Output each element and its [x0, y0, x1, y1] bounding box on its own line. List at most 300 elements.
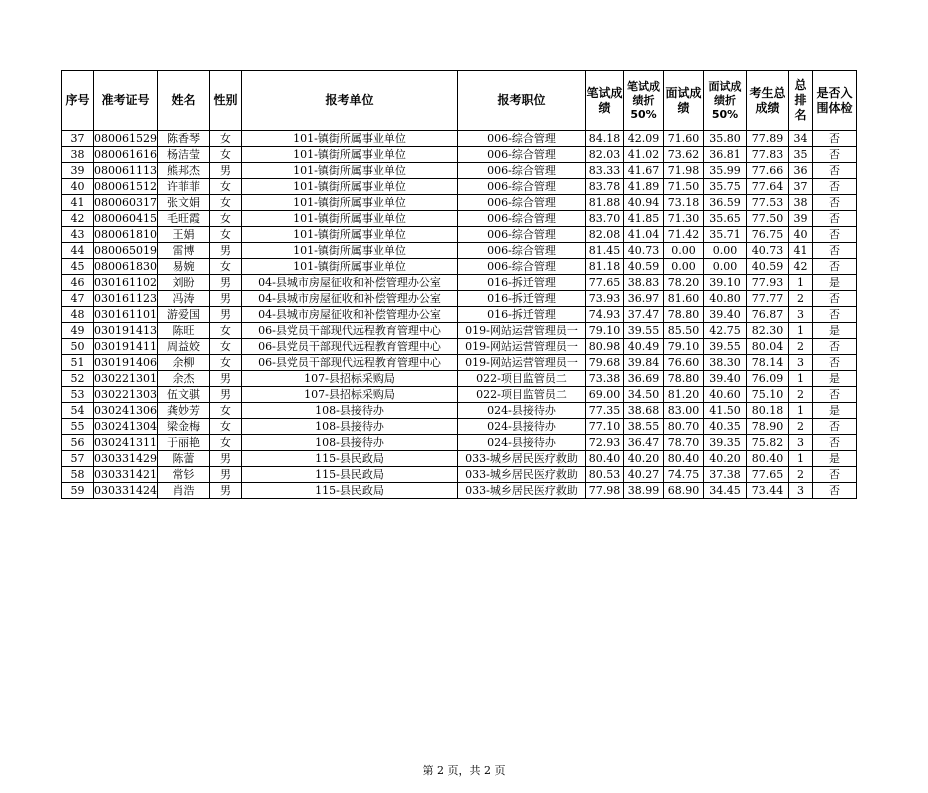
cell-gender: 女 [210, 211, 242, 227]
table-row [62, 387, 857, 403]
header-unit: 报考单位 [242, 71, 458, 131]
header-rank: 总排名 [789, 71, 813, 131]
cell-seq: 59 [62, 483, 94, 499]
cell-interview-50: 0.00 [704, 243, 747, 259]
cell-interview-50: 41.50 [704, 403, 747, 419]
cell-gender: 女 [210, 179, 242, 195]
cell-rank: 37 [789, 179, 813, 195]
cell-interview-score: 76.60 [664, 355, 704, 371]
cell-rank: 35 [789, 147, 813, 163]
cell-position: 016-拆迁管理 [458, 275, 586, 291]
cell-interview-50: 35.99 [704, 163, 747, 179]
table-row [62, 419, 857, 435]
cell-interview-score: 78.80 [664, 307, 704, 323]
cell-written-score: 77.65 [586, 275, 624, 291]
table-row [62, 179, 857, 195]
cell-interview-score: 83.00 [664, 403, 704, 419]
cell-written-score: 77.10 [586, 419, 624, 435]
score-table [61, 70, 857, 499]
cell-written-score: 84.18 [586, 131, 624, 147]
cell-written-score: 81.18 [586, 259, 624, 275]
cell-name: 肖浩 [158, 483, 210, 499]
cell-gender: 女 [210, 259, 242, 275]
table-row [62, 403, 857, 419]
cell-written-score: 79.68 [586, 355, 624, 371]
cell-written-50: 34.50 [624, 387, 664, 403]
cell-position: 016-拆迁管理 [458, 291, 586, 307]
cell-total: 40.59 [747, 259, 789, 275]
cell-written-score: 73.93 [586, 291, 624, 307]
cell-shortlisted: 否 [813, 291, 857, 307]
cell-exam-id: 080061616 [94, 148, 157, 161]
cell-total: 73.44 [747, 483, 789, 499]
cell-shortlisted: 是 [813, 371, 857, 387]
cell-interview-50: 39.55 [704, 339, 747, 355]
cell-rank: 3 [789, 435, 813, 451]
cell-rank: 1 [789, 451, 813, 467]
table-row [62, 243, 857, 259]
cell-gender: 女 [210, 435, 242, 451]
cell-rank: 36 [789, 163, 813, 179]
cell-interview-50: 40.60 [704, 387, 747, 403]
cell-interview-score: 81.60 [664, 291, 704, 307]
cell-total: 77.83 [747, 147, 789, 163]
cell-unit: 101-镇街所属事业单位 [242, 147, 458, 163]
cell-written-score: 83.33 [586, 163, 624, 179]
cell-shortlisted: 否 [813, 483, 857, 499]
cell-interview-50: 34.45 [704, 483, 747, 499]
cell-position: 006-综合管理 [458, 147, 586, 163]
cell-shortlisted: 否 [813, 435, 857, 451]
table-row [62, 259, 857, 275]
cell-seq: 57 [62, 451, 94, 467]
cell-rank: 1 [789, 323, 813, 339]
cell-total: 77.65 [747, 467, 789, 483]
table-row [62, 227, 857, 243]
cell-position: 033-城乡居民医疗救助 [458, 467, 586, 483]
cell-unit: 101-镇街所属事业单位 [242, 195, 458, 211]
cell-position: 024-县接待办 [458, 403, 586, 419]
cell-shortlisted: 否 [813, 147, 857, 163]
cell-seq: 48 [62, 307, 94, 323]
cell-rank: 42 [789, 259, 813, 275]
cell-interview-score: 80.40 [664, 451, 704, 467]
table-row [62, 323, 857, 339]
header-shortlisted: 是否入围体检 [813, 71, 857, 131]
cell-name: 冯涛 [158, 291, 210, 307]
cell-written-50: 36.97 [624, 291, 664, 307]
cell-seq: 56 [62, 435, 94, 451]
cell-position: 019-网站运营管理员一 [458, 355, 586, 371]
table-row [62, 291, 857, 307]
cell-seq: 46 [62, 275, 94, 291]
cell-interview-score: 79.10 [664, 339, 704, 355]
cell-seq: 49 [62, 323, 94, 339]
cell-seq: 45 [62, 259, 94, 275]
cell-written-50: 38.55 [624, 419, 664, 435]
cell-interview-score: 71.50 [664, 179, 704, 195]
cell-written-50: 41.04 [624, 227, 664, 243]
table-row [62, 435, 857, 451]
cell-rank: 39 [789, 211, 813, 227]
header-row [62, 71, 857, 131]
cell-interview-50: 40.80 [704, 291, 747, 307]
cell-unit: 108-县接待办 [242, 419, 458, 435]
cell-interview-50: 39.35 [704, 435, 747, 451]
cell-name: 易婉 [158, 259, 210, 275]
cell-unit: 06-县党员干部现代远程教育管理中心 [242, 355, 458, 371]
cell-interview-50: 39.40 [704, 371, 747, 387]
cell-position: 006-综合管理 [458, 211, 586, 227]
cell-gender: 女 [210, 339, 242, 355]
cell-exam-id: 080060317 [94, 196, 157, 209]
cell-gender: 女 [210, 131, 242, 147]
cell-shortlisted: 否 [813, 307, 857, 323]
cell-position: 033-城乡居民医疗救助 [458, 483, 586, 499]
cell-unit: 107-县招标采购局 [242, 371, 458, 387]
cell-unit: 06-县党员干部现代远程教育管理中心 [242, 339, 458, 355]
cell-interview-score: 78.80 [664, 371, 704, 387]
cell-unit: 06-县党员干部现代远程教育管理中心 [242, 323, 458, 339]
cell-unit: 101-镇街所属事业单位 [242, 243, 458, 259]
cell-exam-id: 030331421 [94, 468, 157, 481]
cell-shortlisted: 否 [813, 179, 857, 195]
cell-gender: 男 [210, 291, 242, 307]
table-row [62, 483, 857, 499]
cell-gender: 女 [210, 195, 242, 211]
cell-unit: 101-镇街所属事业单位 [242, 179, 458, 195]
cell-position: 006-综合管理 [458, 131, 586, 147]
cell-total: 76.09 [747, 371, 789, 387]
cell-exam-id: 030221303 [94, 388, 157, 401]
cell-shortlisted: 否 [813, 227, 857, 243]
cell-shortlisted: 否 [813, 211, 857, 227]
cell-gender: 男 [210, 275, 242, 291]
cell-interview-50: 35.80 [704, 131, 747, 147]
header-position: 报考职位 [458, 71, 586, 131]
cell-gender: 男 [210, 163, 242, 179]
cell-exam-id: 030191406 [94, 356, 157, 369]
cell-written-50: 42.09 [624, 131, 664, 147]
cell-exam-id: 030191413 [94, 324, 157, 337]
table-row [62, 451, 857, 467]
table-row [62, 163, 857, 179]
cell-unit: 04-县城市房屋征收和补偿管理办公室 [242, 307, 458, 323]
cell-unit: 04-县城市房屋征收和补偿管理办公室 [242, 291, 458, 307]
cell-unit: 101-镇街所属事业单位 [242, 259, 458, 275]
cell-written-50: 36.47 [624, 435, 664, 451]
cell-gender: 男 [210, 243, 242, 259]
cell-interview-score: 73.18 [664, 195, 704, 211]
cell-position: 024-县接待办 [458, 435, 586, 451]
cell-gender: 女 [210, 403, 242, 419]
cell-written-50: 38.99 [624, 483, 664, 499]
cell-exam-id: 030331424 [94, 484, 157, 497]
cell-interview-score: 71.60 [664, 131, 704, 147]
cell-interview-50: 38.30 [704, 355, 747, 371]
cell-interview-score: 71.98 [664, 163, 704, 179]
cell-rank: 3 [789, 483, 813, 499]
cell-unit: 107-县招标采购局 [242, 387, 458, 403]
cell-exam-id: 080061529 [94, 132, 157, 145]
cell-rank: 40 [789, 227, 813, 243]
cell-gender: 男 [210, 371, 242, 387]
cell-rank: 3 [789, 307, 813, 323]
cell-interview-50: 35.65 [704, 211, 747, 227]
cell-name: 许菲菲 [158, 179, 210, 195]
cell-total: 75.82 [747, 435, 789, 451]
cell-interview-score: 80.70 [664, 419, 704, 435]
cell-written-50: 41.02 [624, 147, 664, 163]
cell-total: 80.04 [747, 339, 789, 355]
cell-interview-50: 42.75 [704, 323, 747, 339]
cell-total: 75.10 [747, 387, 789, 403]
cell-exam-id: 030221301 [94, 372, 157, 385]
cell-name: 张文娟 [158, 195, 210, 211]
cell-interview-50: 39.40 [704, 307, 747, 323]
cell-total: 76.75 [747, 227, 789, 243]
cell-rank: 2 [789, 467, 813, 483]
header-written-50: 笔试成绩折50% [624, 71, 664, 131]
cell-name: 余柳 [158, 355, 210, 371]
cell-name: 游爱国 [158, 307, 210, 323]
cell-gender: 女 [210, 323, 242, 339]
cell-seq: 50 [62, 339, 94, 355]
header-gender: 性别 [210, 71, 242, 131]
cell-shortlisted: 否 [813, 419, 857, 435]
cell-rank: 41 [789, 243, 813, 259]
cell-position: 006-综合管理 [458, 179, 586, 195]
cell-total: 80.18 [747, 403, 789, 419]
cell-name: 陈蕾 [158, 451, 210, 467]
cell-seq: 40 [62, 179, 94, 195]
cell-shortlisted: 否 [813, 131, 857, 147]
cell-rank: 2 [789, 291, 813, 307]
cell-gender: 男 [210, 467, 242, 483]
cell-written-score: 83.70 [586, 211, 624, 227]
cell-total: 77.64 [747, 179, 789, 195]
cell-total: 80.40 [747, 451, 789, 467]
cell-name: 毛旺霞 [158, 211, 210, 227]
cell-position: 019-网站运营管理员一 [458, 339, 586, 355]
header-exam-id: 准考证号 [94, 71, 158, 131]
cell-total: 77.53 [747, 195, 789, 211]
cell-unit: 101-镇街所属事业单位 [242, 131, 458, 147]
cell-written-50: 39.55 [624, 323, 664, 339]
cell-seq: 51 [62, 355, 94, 371]
cell-exam-id: 080065019 [94, 244, 157, 257]
cell-written-score: 77.35 [586, 403, 624, 419]
cell-unit: 115-县民政局 [242, 483, 458, 499]
cell-rank: 2 [789, 339, 813, 355]
cell-interview-50: 40.20 [704, 451, 747, 467]
cell-gender: 男 [210, 451, 242, 467]
cell-shortlisted: 否 [813, 243, 857, 259]
cell-written-50: 40.20 [624, 451, 664, 467]
cell-name: 于丽艳 [158, 435, 210, 451]
cell-exam-id: 030161102 [94, 276, 157, 289]
cell-gender: 男 [210, 387, 242, 403]
cell-position: 006-综合管理 [458, 243, 586, 259]
cell-name: 周益姣 [158, 339, 210, 355]
header-seq: 序号 [62, 71, 94, 131]
cell-written-score: 79.10 [586, 323, 624, 339]
cell-written-50: 40.59 [624, 259, 664, 275]
cell-shortlisted: 否 [813, 259, 857, 275]
cell-interview-score: 0.00 [664, 243, 704, 259]
cell-written-50: 37.47 [624, 307, 664, 323]
cell-exam-id: 080061512 [94, 180, 157, 193]
cell-interview-score: 68.90 [664, 483, 704, 499]
cell-shortlisted: 否 [813, 387, 857, 403]
cell-interview-score: 78.20 [664, 275, 704, 291]
cell-rank: 1 [789, 371, 813, 387]
cell-interview-score: 74.75 [664, 467, 704, 483]
cell-position: 016-拆迁管理 [458, 307, 586, 323]
cell-unit: 101-镇街所属事业单位 [242, 163, 458, 179]
cell-name: 常钐 [158, 467, 210, 483]
cell-interview-50: 37.38 [704, 467, 747, 483]
cell-total: 82.30 [747, 323, 789, 339]
cell-unit: 115-县民政局 [242, 467, 458, 483]
cell-seq: 53 [62, 387, 94, 403]
cell-written-score: 72.93 [586, 435, 624, 451]
cell-written-score: 80.53 [586, 467, 624, 483]
cell-interview-50: 0.00 [704, 259, 747, 275]
cell-name: 伍文骐 [158, 387, 210, 403]
cell-rank: 34 [789, 131, 813, 147]
cell-exam-id: 030241306 [94, 404, 157, 417]
cell-seq: 38 [62, 147, 94, 163]
cell-interview-50: 35.75 [704, 179, 747, 195]
cell-seq: 52 [62, 371, 94, 387]
table-row [62, 355, 857, 371]
cell-written-50: 38.68 [624, 403, 664, 419]
cell-name: 王娟 [158, 227, 210, 243]
table-row [62, 275, 857, 291]
cell-unit: 101-镇街所属事业单位 [242, 211, 458, 227]
cell-exam-id: 080061830 [94, 260, 157, 273]
cell-seq: 41 [62, 195, 94, 211]
cell-name: 余杰 [158, 371, 210, 387]
cell-gender: 女 [210, 419, 242, 435]
cell-rank: 1 [789, 403, 813, 419]
cell-unit: 108-县接待办 [242, 435, 458, 451]
cell-shortlisted: 否 [813, 163, 857, 179]
cell-seq: 54 [62, 403, 94, 419]
cell-exam-id: 030161123 [94, 292, 157, 305]
cell-exam-id: 030191411 [94, 340, 157, 353]
cell-interview-score: 85.50 [664, 323, 704, 339]
cell-shortlisted: 是 [813, 275, 857, 291]
cell-written-score: 82.08 [586, 227, 624, 243]
table-row [62, 211, 857, 227]
cell-written-50: 40.94 [624, 195, 664, 211]
cell-name: 龚妙芳 [158, 403, 210, 419]
cell-seq: 43 [62, 227, 94, 243]
cell-shortlisted: 否 [813, 355, 857, 371]
cell-written-score: 82.03 [586, 147, 624, 163]
table-row [62, 307, 857, 323]
cell-unit: 101-镇街所属事业单位 [242, 227, 458, 243]
header-name: 姓名 [158, 71, 210, 131]
cell-gender: 女 [210, 227, 242, 243]
cell-written-score: 81.88 [586, 195, 624, 211]
cell-written-score: 74.93 [586, 307, 624, 323]
header-total: 考生总成绩 [747, 71, 789, 131]
cell-unit: 108-县接待办 [242, 403, 458, 419]
cell-shortlisted: 否 [813, 195, 857, 211]
cell-seq: 39 [62, 163, 94, 179]
cell-interview-score: 71.30 [664, 211, 704, 227]
header-interview-score: 面试成绩 [664, 71, 704, 131]
cell-total: 78.14 [747, 355, 789, 371]
cell-exam-id: 030241304 [94, 420, 157, 433]
cell-position: 022-项目监管员二 [458, 371, 586, 387]
cell-interview-50: 40.35 [704, 419, 747, 435]
cell-gender: 女 [210, 147, 242, 163]
cell-rank: 2 [789, 387, 813, 403]
cell-exam-id: 080061810 [94, 228, 157, 241]
header-written-score: 笔试成绩 [586, 71, 624, 131]
cell-seq: 42 [62, 211, 94, 227]
cell-written-score: 73.38 [586, 371, 624, 387]
cell-exam-id: 030331429 [94, 452, 157, 465]
cell-position: 006-综合管理 [458, 195, 586, 211]
cell-name: 陈香琴 [158, 131, 210, 147]
table-row [62, 467, 857, 483]
cell-written-50: 41.89 [624, 179, 664, 195]
cell-exam-id: 030241311 [94, 436, 157, 449]
cell-gender: 女 [210, 355, 242, 371]
cell-written-score: 81.45 [586, 243, 624, 259]
cell-interview-score: 78.70 [664, 435, 704, 451]
cell-written-50: 40.49 [624, 339, 664, 355]
cell-position: 024-县接待办 [458, 419, 586, 435]
cell-position: 019-网站运营管理员一 [458, 323, 586, 339]
cell-total: 77.66 [747, 163, 789, 179]
cell-position: 006-综合管理 [458, 227, 586, 243]
cell-written-50: 38.83 [624, 275, 664, 291]
cell-exam-id: 080060415 [94, 212, 157, 225]
cell-seq: 37 [62, 131, 94, 147]
cell-interview-score: 0.00 [664, 259, 704, 275]
cell-written-50: 41.67 [624, 163, 664, 179]
cell-interview-score: 71.42 [664, 227, 704, 243]
cell-interview-score: 81.20 [664, 387, 704, 403]
cell-seq: 55 [62, 419, 94, 435]
cell-position: 022-项目监管员二 [458, 387, 586, 403]
cell-name: 熊邦杰 [158, 163, 210, 179]
cell-total: 77.93 [747, 275, 789, 291]
cell-exam-id: 030161101 [94, 308, 157, 321]
cell-written-score: 80.98 [586, 339, 624, 355]
table-row [62, 131, 857, 147]
table-row [62, 339, 857, 355]
cell-written-score: 83.78 [586, 179, 624, 195]
cell-total: 40.73 [747, 243, 789, 259]
cell-shortlisted: 否 [813, 467, 857, 483]
header-interview-50: 面试成绩折50% [704, 71, 747, 131]
cell-seq: 44 [62, 243, 94, 259]
cell-rank: 3 [789, 355, 813, 371]
cell-name: 刘盼 [158, 275, 210, 291]
cell-total: 78.90 [747, 419, 789, 435]
table-row [62, 147, 857, 163]
cell-interview-50: 36.81 [704, 147, 747, 163]
cell-written-50: 36.69 [624, 371, 664, 387]
cell-seq: 47 [62, 291, 94, 307]
